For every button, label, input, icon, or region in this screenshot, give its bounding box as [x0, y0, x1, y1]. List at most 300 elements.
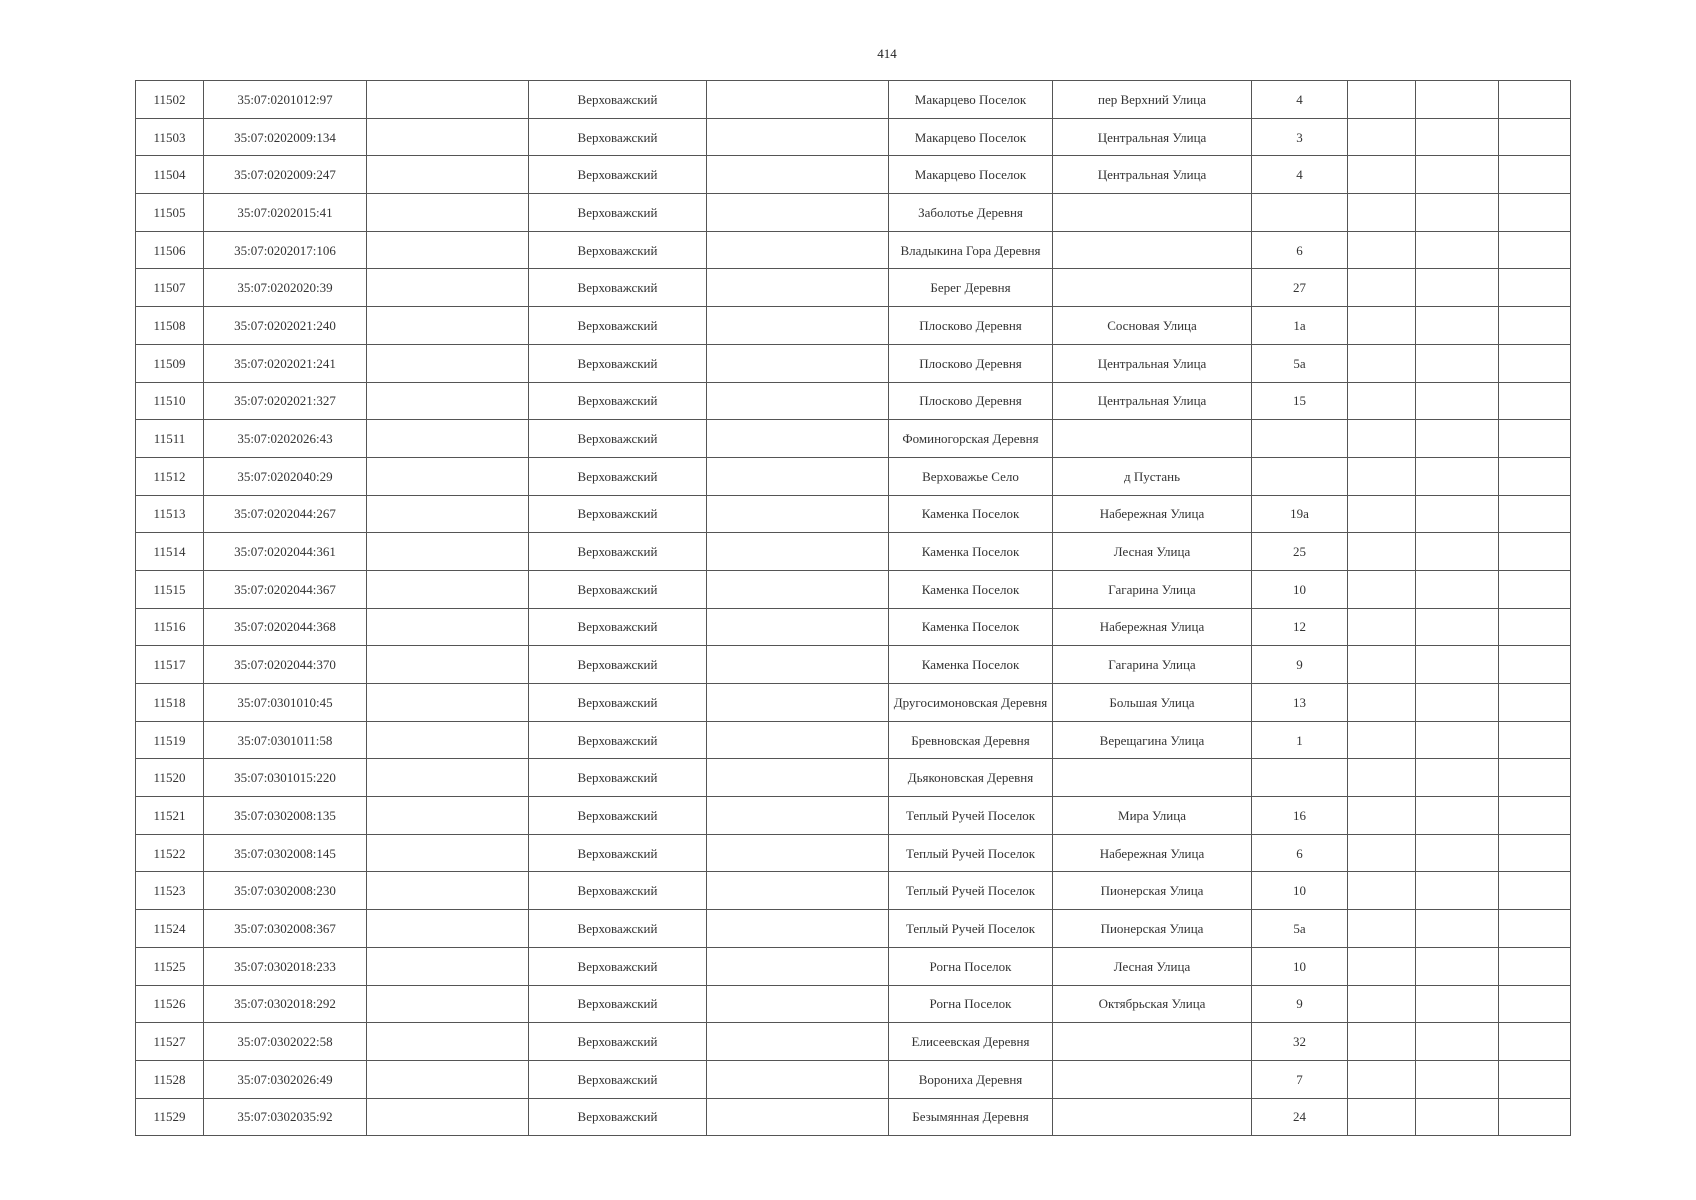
table-row	[136, 231, 1571, 269]
empty-cell	[707, 533, 889, 571]
empty-cell	[1416, 985, 1499, 1023]
district-cell: Верховажский	[529, 570, 707, 608]
empty-cell	[707, 834, 889, 872]
row-number-cell: 11526	[136, 985, 204, 1023]
empty-cell	[1416, 1098, 1499, 1136]
locality-cell: Каменка Поселок	[889, 495, 1053, 533]
table-row	[136, 156, 1571, 194]
empty-cell	[1499, 420, 1571, 458]
cadastral-number-cell: 35:07:0202040:29	[204, 457, 367, 495]
row-number-cell: 11506	[136, 231, 204, 269]
empty-cell	[1416, 307, 1499, 345]
district-cell: Верховажский	[529, 194, 707, 232]
empty-cell	[1499, 1060, 1571, 1098]
table-row	[136, 382, 1571, 420]
street-cell: Верещагина Улица	[1053, 721, 1252, 759]
cadastral-number-cell: 35:07:0301015:220	[204, 759, 367, 797]
district-cell: Верховажский	[529, 81, 707, 119]
empty-cell	[1499, 156, 1571, 194]
district-cell: Верховажский	[529, 269, 707, 307]
district-cell: Верховажский	[529, 307, 707, 345]
house-number-cell	[1252, 759, 1348, 797]
table-row	[136, 1023, 1571, 1061]
empty-cell	[1416, 382, 1499, 420]
empty-cell	[1416, 533, 1499, 571]
table-row	[136, 797, 1571, 835]
locality-cell: Верховажье Село	[889, 457, 1053, 495]
district-cell: Верховажский	[529, 533, 707, 571]
empty-cell	[367, 269, 529, 307]
empty-cell	[707, 646, 889, 684]
table-row	[136, 1098, 1571, 1136]
district-cell: Верховажский	[529, 344, 707, 382]
district-cell: Верховажский	[529, 495, 707, 533]
row-number-cell: 11511	[136, 420, 204, 458]
table-row	[136, 269, 1571, 307]
empty-cell	[367, 382, 529, 420]
empty-cell	[707, 420, 889, 458]
empty-cell	[1416, 269, 1499, 307]
empty-cell	[1416, 194, 1499, 232]
empty-cell	[707, 118, 889, 156]
cadastral-number-cell: 35:07:0302018:292	[204, 985, 367, 1023]
cadastral-number-cell: 35:07:0202044:367	[204, 570, 367, 608]
empty-cell	[707, 457, 889, 495]
empty-cell	[1348, 118, 1416, 156]
empty-cell	[707, 307, 889, 345]
street-cell: Центральная Улица	[1053, 382, 1252, 420]
cadastral-number-cell: 35:07:0202015:41	[204, 194, 367, 232]
cadastral-number-cell: 35:07:0202044:370	[204, 646, 367, 684]
row-number-cell: 11512	[136, 457, 204, 495]
empty-cell	[707, 759, 889, 797]
table-row	[136, 947, 1571, 985]
empty-cell	[367, 646, 529, 684]
empty-cell	[367, 495, 529, 533]
cadastral-number-cell: 35:07:0202044:267	[204, 495, 367, 533]
locality-cell: Плосково Деревня	[889, 344, 1053, 382]
row-number-cell: 11516	[136, 608, 204, 646]
empty-cell	[1499, 1023, 1571, 1061]
street-cell: Пионерская Улица	[1053, 910, 1252, 948]
empty-cell	[1499, 307, 1571, 345]
cadastral-number-cell: 35:07:0302008:135	[204, 797, 367, 835]
street-cell: Центральная Улица	[1053, 118, 1252, 156]
district-cell: Верховажский	[529, 118, 707, 156]
row-number-cell: 11527	[136, 1023, 204, 1061]
street-cell: Набережная Улица	[1053, 834, 1252, 872]
row-number-cell: 11515	[136, 570, 204, 608]
empty-cell	[1499, 533, 1571, 571]
house-number-cell: 13	[1252, 684, 1348, 722]
empty-cell	[1499, 797, 1571, 835]
row-number-cell: 11518	[136, 684, 204, 722]
empty-cell	[1499, 872, 1571, 910]
empty-cell	[367, 533, 529, 571]
empty-cell	[1348, 646, 1416, 684]
house-number-cell: 10	[1252, 947, 1348, 985]
row-number-cell: 11510	[136, 382, 204, 420]
house-number-cell: 15	[1252, 382, 1348, 420]
district-cell: Верховажский	[529, 646, 707, 684]
house-number-cell: 1а	[1252, 307, 1348, 345]
district-cell: Верховажский	[529, 1023, 707, 1061]
district-cell: Верховажский	[529, 457, 707, 495]
empty-cell	[367, 81, 529, 119]
row-number-cell: 11503	[136, 118, 204, 156]
cadastral-number-cell: 35:07:0302008:230	[204, 872, 367, 910]
house-number-cell: 27	[1252, 269, 1348, 307]
empty-cell	[1416, 156, 1499, 194]
district-cell: Верховажский	[529, 834, 707, 872]
district-cell: Верховажский	[529, 797, 707, 835]
empty-cell	[367, 231, 529, 269]
house-number-cell: 24	[1252, 1098, 1348, 1136]
empty-cell	[1416, 834, 1499, 872]
empty-cell	[1348, 721, 1416, 759]
row-number-cell: 11523	[136, 872, 204, 910]
locality-cell: Теплый Ручей Поселок	[889, 910, 1053, 948]
district-cell: Верховажский	[529, 382, 707, 420]
street-cell: Гагарина Улица	[1053, 646, 1252, 684]
cadastral-number-cell: 35:07:0301011:58	[204, 721, 367, 759]
locality-cell: Заболотье Деревня	[889, 194, 1053, 232]
row-number-cell: 11520	[136, 759, 204, 797]
house-number-cell: 5а	[1252, 344, 1348, 382]
table-row	[136, 872, 1571, 910]
empty-cell	[1348, 81, 1416, 119]
empty-cell	[367, 457, 529, 495]
row-number-cell: 11508	[136, 307, 204, 345]
empty-cell	[1416, 872, 1499, 910]
page-number: 414	[877, 46, 897, 61]
house-number-cell: 12	[1252, 608, 1348, 646]
row-number-cell: 11502	[136, 81, 204, 119]
empty-cell	[1499, 684, 1571, 722]
locality-cell: Теплый Ручей Поселок	[889, 872, 1053, 910]
table-row	[136, 81, 1571, 119]
district-cell: Верховажский	[529, 721, 707, 759]
empty-cell	[367, 759, 529, 797]
empty-cell	[1416, 570, 1499, 608]
locality-cell: Макарцево Поселок	[889, 118, 1053, 156]
empty-cell	[707, 156, 889, 194]
row-number-cell: 11504	[136, 156, 204, 194]
empty-cell	[707, 684, 889, 722]
street-cell	[1053, 269, 1252, 307]
street-cell: Сосновая Улица	[1053, 307, 1252, 345]
empty-cell	[707, 194, 889, 232]
empty-cell	[1499, 269, 1571, 307]
table-row	[136, 495, 1571, 533]
street-cell: д Пустань	[1053, 457, 1252, 495]
street-cell	[1053, 420, 1252, 458]
cadastral-number-cell: 35:07:0302018:233	[204, 947, 367, 985]
district-cell: Верховажский	[529, 759, 707, 797]
house-number-cell	[1252, 194, 1348, 232]
empty-cell	[1499, 646, 1571, 684]
empty-cell	[367, 194, 529, 232]
empty-cell	[367, 1098, 529, 1136]
empty-cell	[1348, 834, 1416, 872]
cadastral-number-cell: 35:07:0202009:134	[204, 118, 367, 156]
empty-cell	[367, 570, 529, 608]
district-cell: Верховажский	[529, 420, 707, 458]
empty-cell	[707, 1023, 889, 1061]
table-row	[136, 344, 1571, 382]
house-number-cell: 6	[1252, 834, 1348, 872]
locality-cell: Дьяконовская Деревня	[889, 759, 1053, 797]
table-row	[136, 420, 1571, 458]
empty-cell	[1416, 81, 1499, 119]
street-cell: Большая Улица	[1053, 684, 1252, 722]
locality-cell: Макарцево Поселок	[889, 156, 1053, 194]
table-row	[136, 457, 1571, 495]
house-number-cell: 9	[1252, 646, 1348, 684]
empty-cell	[1348, 156, 1416, 194]
district-cell: Верховажский	[529, 608, 707, 646]
empty-cell	[1499, 721, 1571, 759]
empty-cell	[1499, 118, 1571, 156]
empty-cell	[707, 985, 889, 1023]
table-body	[136, 81, 1571, 1136]
house-number-cell: 10	[1252, 872, 1348, 910]
locality-cell: Каменка Поселок	[889, 533, 1053, 571]
cadastral-number-cell: 35:07:0202044:368	[204, 608, 367, 646]
empty-cell	[1348, 420, 1416, 458]
empty-cell	[367, 872, 529, 910]
locality-cell: Елисеевская Деревня	[889, 1023, 1053, 1061]
house-number-cell: 32	[1252, 1023, 1348, 1061]
table-row	[136, 910, 1571, 948]
empty-cell	[707, 910, 889, 948]
cadastral-number-cell: 35:07:0202021:240	[204, 307, 367, 345]
empty-cell	[707, 721, 889, 759]
empty-cell	[367, 1023, 529, 1061]
empty-cell	[1416, 608, 1499, 646]
table-row	[136, 533, 1571, 571]
house-number-cell: 9	[1252, 985, 1348, 1023]
cadastral-number-cell: 35:07:0302008:367	[204, 910, 367, 948]
row-number-cell: 11522	[136, 834, 204, 872]
empty-cell	[367, 910, 529, 948]
empty-cell	[1348, 194, 1416, 232]
house-number-cell: 3	[1252, 118, 1348, 156]
locality-cell: Теплый Ручей Поселок	[889, 797, 1053, 835]
table-row	[136, 307, 1571, 345]
empty-cell	[1499, 457, 1571, 495]
registry-table	[135, 80, 1571, 1136]
cadastral-number-cell: 35:07:0302035:92	[204, 1098, 367, 1136]
house-number-cell: 19а	[1252, 495, 1348, 533]
empty-cell	[1416, 684, 1499, 722]
house-number-cell: 6	[1252, 231, 1348, 269]
empty-cell	[367, 307, 529, 345]
district-cell: Верховажский	[529, 1098, 707, 1136]
locality-cell: Плосково Деревня	[889, 382, 1053, 420]
cadastral-number-cell: 35:07:0202044:361	[204, 533, 367, 571]
locality-cell: Ворониха Деревня	[889, 1060, 1053, 1098]
empty-cell	[1499, 834, 1571, 872]
empty-cell	[1348, 1023, 1416, 1061]
street-cell: Пионерская Улица	[1053, 872, 1252, 910]
empty-cell	[367, 1060, 529, 1098]
empty-cell	[707, 570, 889, 608]
empty-cell	[367, 156, 529, 194]
empty-cell	[1499, 985, 1571, 1023]
house-number-cell	[1252, 420, 1348, 458]
empty-cell	[1499, 608, 1571, 646]
cadastral-number-cell: 35:07:0202026:43	[204, 420, 367, 458]
empty-cell	[1348, 269, 1416, 307]
cadastral-number-cell: 35:07:0301010:45	[204, 684, 367, 722]
street-cell: Набережная Улица	[1053, 608, 1252, 646]
table-row	[136, 570, 1571, 608]
empty-cell	[1499, 1098, 1571, 1136]
empty-cell	[1416, 495, 1499, 533]
locality-cell: Бревновская Деревня	[889, 721, 1053, 759]
district-cell: Верховажский	[529, 910, 707, 948]
street-cell	[1053, 231, 1252, 269]
locality-cell: Рогна Поселок	[889, 947, 1053, 985]
empty-cell	[1499, 344, 1571, 382]
cadastral-number-cell: 35:07:0302022:58	[204, 1023, 367, 1061]
cadastral-number-cell: 35:07:0302026:49	[204, 1060, 367, 1098]
row-number-cell: 11517	[136, 646, 204, 684]
locality-cell: Теплый Ручей Поселок	[889, 834, 1053, 872]
empty-cell	[1348, 759, 1416, 797]
empty-cell	[1499, 910, 1571, 948]
empty-cell	[1348, 344, 1416, 382]
empty-cell	[1348, 533, 1416, 571]
street-cell: Набережная Улица	[1053, 495, 1252, 533]
row-number-cell: 11514	[136, 533, 204, 571]
cadastral-number-cell: 35:07:0201012:97	[204, 81, 367, 119]
house-number-cell: 5а	[1252, 910, 1348, 948]
empty-cell	[1499, 231, 1571, 269]
empty-cell	[1348, 872, 1416, 910]
cadastral-number-cell: 35:07:0202021:327	[204, 382, 367, 420]
street-cell: Центральная Улица	[1053, 156, 1252, 194]
district-cell: Верховажский	[529, 872, 707, 910]
cadastral-number-cell: 35:07:0202021:241	[204, 344, 367, 382]
empty-cell	[707, 1098, 889, 1136]
table-row	[136, 834, 1571, 872]
street-cell: Центральная Улица	[1053, 344, 1252, 382]
empty-cell	[707, 608, 889, 646]
empty-cell	[1348, 570, 1416, 608]
district-cell: Верховажский	[529, 1060, 707, 1098]
empty-cell	[1348, 1060, 1416, 1098]
table-row	[136, 684, 1571, 722]
empty-cell	[367, 985, 529, 1023]
house-number-cell: 16	[1252, 797, 1348, 835]
empty-cell	[1416, 344, 1499, 382]
empty-cell	[707, 344, 889, 382]
empty-cell	[367, 684, 529, 722]
locality-cell: Макарцево Поселок	[889, 81, 1053, 119]
empty-cell	[1416, 1023, 1499, 1061]
empty-cell	[707, 269, 889, 307]
row-number-cell: 11528	[136, 1060, 204, 1098]
empty-cell	[707, 231, 889, 269]
empty-cell	[1348, 910, 1416, 948]
house-number-cell: 4	[1252, 81, 1348, 119]
empty-cell	[1499, 382, 1571, 420]
empty-cell	[1348, 684, 1416, 722]
empty-cell	[1348, 382, 1416, 420]
empty-cell	[1499, 570, 1571, 608]
locality-cell: Фоминогорская Деревня	[889, 420, 1053, 458]
empty-cell	[1499, 947, 1571, 985]
table-row	[136, 118, 1571, 156]
house-number-cell: 25	[1252, 533, 1348, 571]
empty-cell	[1416, 457, 1499, 495]
house-number-cell: 1	[1252, 721, 1348, 759]
empty-cell	[1499, 81, 1571, 119]
street-cell: Лесная Улица	[1053, 533, 1252, 571]
empty-cell	[1416, 797, 1499, 835]
locality-cell: Каменка Поселок	[889, 608, 1053, 646]
table-row	[136, 194, 1571, 232]
locality-cell: Владыкина Гора Деревня	[889, 231, 1053, 269]
street-cell: пер Верхний Улица	[1053, 81, 1252, 119]
street-cell	[1053, 1023, 1252, 1061]
empty-cell	[1499, 759, 1571, 797]
street-cell	[1053, 194, 1252, 232]
district-cell: Верховажский	[529, 231, 707, 269]
empty-cell	[1416, 721, 1499, 759]
row-number-cell: 11519	[136, 721, 204, 759]
empty-cell	[1416, 420, 1499, 458]
empty-cell	[367, 721, 529, 759]
district-cell: Верховажский	[529, 947, 707, 985]
table-row	[136, 608, 1571, 646]
empty-cell	[1416, 231, 1499, 269]
street-cell: Лесная Улица	[1053, 947, 1252, 985]
row-number-cell: 11509	[136, 344, 204, 382]
row-number-cell: 11505	[136, 194, 204, 232]
empty-cell	[1348, 608, 1416, 646]
empty-cell	[707, 81, 889, 119]
district-cell: Верховажский	[529, 985, 707, 1023]
locality-cell: Другосимоновская Деревня	[889, 684, 1053, 722]
empty-cell	[1348, 307, 1416, 345]
empty-cell	[1499, 495, 1571, 533]
street-cell: Гагарина Улица	[1053, 570, 1252, 608]
street-cell	[1053, 1060, 1252, 1098]
district-cell: Верховажский	[529, 156, 707, 194]
row-number-cell: 11507	[136, 269, 204, 307]
empty-cell	[707, 797, 889, 835]
table-row	[136, 1060, 1571, 1098]
row-number-cell: 11513	[136, 495, 204, 533]
row-number-cell: 11529	[136, 1098, 204, 1136]
street-cell: Октябрьская Улица	[1053, 985, 1252, 1023]
empty-cell	[1348, 985, 1416, 1023]
row-number-cell: 11521	[136, 797, 204, 835]
street-cell: Мира Улица	[1053, 797, 1252, 835]
empty-cell	[1348, 231, 1416, 269]
empty-cell	[367, 608, 529, 646]
house-number-cell: 10	[1252, 570, 1348, 608]
table-row	[136, 646, 1571, 684]
empty-cell	[367, 118, 529, 156]
locality-cell: Берег Деревня	[889, 269, 1053, 307]
empty-cell	[707, 872, 889, 910]
district-cell: Верховажский	[529, 684, 707, 722]
empty-cell	[707, 1060, 889, 1098]
